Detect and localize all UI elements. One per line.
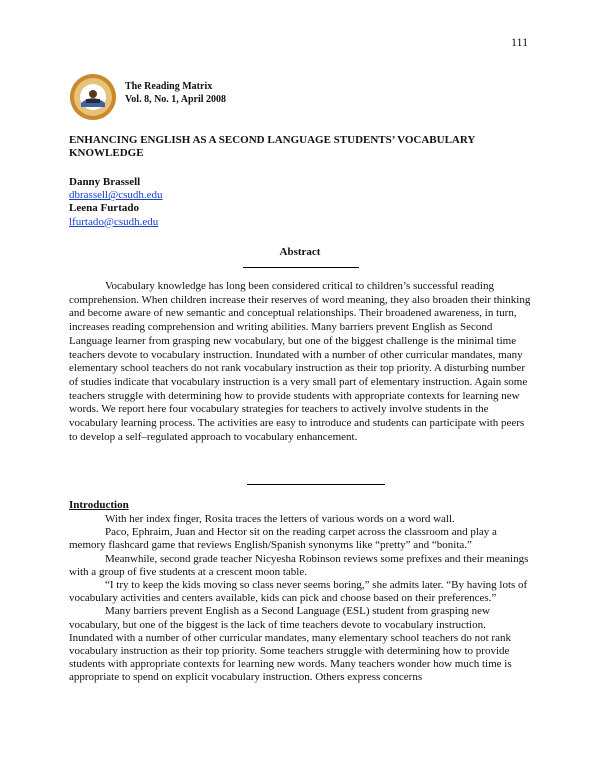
- author-name: Leena Furtado: [69, 202, 139, 215]
- paragraph: “I try to keep the kids moving so class never seems boring,” she admits later. “By having lots of vocabulary activities and centers available, kids can pick and choose based on their preferences.”: [69, 579, 528, 605]
- paragraph: Many barriers prevent English as a Second Language (ESL) student from grasping new vocabulary, but one of the biggest is the lack of time teachers devote to vocabulary instruction. Inundated with a number of other curricular mandates, many elementary school teachers do not rank vocabulary instruction as their top priority. Some teachers struggle with determining how to provide students with appropriate contexts for learning new words. Many teachers wonder how much time is appropriate to spend on explicit vocabulary instruction. Others express concerns: [69, 605, 512, 684]
- journal-info: [125, 80, 226, 106]
- reading-matrix-logo: [69, 73, 117, 121]
- divider: [247, 484, 385, 485]
- author-email-link[interactable]: dbrassell@csudh.edu: [69, 189, 163, 202]
- abstract-heading: Abstract: [279, 246, 321, 258]
- author-email-link[interactable]: lfurtado@csudh.edu: [69, 215, 159, 228]
- divider: [243, 267, 359, 268]
- introduction-body: [69, 513, 531, 685]
- author-name: Danny Brassell: [69, 176, 141, 188]
- paragraph: With her index finger, Rosita traces the letters of various words on a word wall.: [105, 513, 455, 525]
- paragraph: Paco, Ephraim, Juan and Hector sit on the reading carpet across the classroom and play a memory flashcard game that reviews English/Spanish synonyms like “pretty” and “bonita.”: [69, 526, 497, 552]
- abstract-text: Vocabulary knowledge has long been considered critical to children’s successful reading comprehension. When children increase their reserves of word meaning, they also broaden their thinking and become aware of new semantic and conceptual relationships. Their broadened awareness, in turn, increases reading comprehension and writing abilities. Many barriers prevent English as Second Language learner from grasping new vocabulary, but one of the biggest challenge is the minimal time teachers devote to vocabulary instruction. Inundated with a number of other curricular mandates, many elementary school teachers do not rank vocabulary instruction as their top priority. A disturbing number of studies indicate that vocabulary instruction is a very small part of elementary instruction. Again some teachers struggle with determining how to provide students with appropriate contexts for learning new words. We report here four vocabulary strategies for teachers to actively involve students in the vocabulary learning process. The activities are easy to introduce and students can participate with peers to develop a self–regulated approach to vocabulary enhancement.: [69, 280, 531, 443]
- journal-name: The Reading Matrix: [125, 81, 213, 92]
- section-heading: Introduction: [69, 499, 129, 511]
- paper-title: ENHANCING ENGLISH AS A SECOND LANGUAGE STUDENTS’ VOCABULARY KNOWLEDGE: [69, 134, 475, 159]
- paragraph: Meanwhile, second grade teacher Nicyesha Robinson reviews some prefixes and their meanings with a group of five students at a crescent moon table.: [69, 552, 529, 578]
- page-number: 111: [511, 35, 529, 49]
- journal-issue: Vol. 8, No. 1, April 2008: [125, 94, 227, 105]
- author-list: [69, 176, 163, 229]
